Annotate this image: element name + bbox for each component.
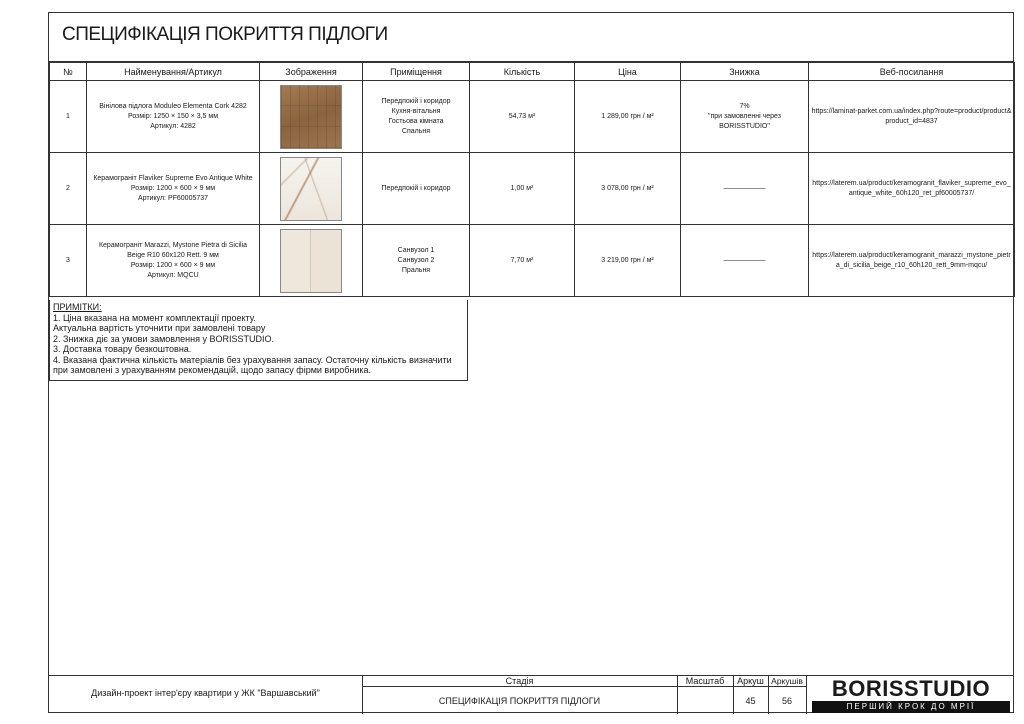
table-row (50, 81, 1015, 153)
discount-cell (681, 81, 809, 153)
discount-cell (681, 153, 809, 225)
room-cell (363, 153, 470, 225)
quantity-cell: 54,73 м² (470, 81, 575, 153)
col-header-price: Ціна (575, 63, 681, 81)
sheet-title: СПЕЦИФІКАЦІЯ ПОКРИТТЯ ПІДЛОГИ (438, 696, 601, 706)
project-name: Дизайн-проект інтер'єру квартири у ЖК "Варшавський" (91, 688, 320, 698)
product-name: Вінілова підлога Moduleo Elementa Cork 4282 (99, 102, 247, 110)
room-item: Санвузол 2 (397, 256, 435, 264)
room-item: Санвузол 1 (397, 246, 435, 254)
col-header-image: Зображення (260, 63, 363, 81)
room-item: Пральня (401, 266, 431, 274)
stamp-rule (362, 686, 806, 687)
col-header-num: № (50, 63, 87, 81)
notes-heading: ПРИМІТКИ: (53, 302, 102, 312)
product-article: Артикул: MQCU (147, 271, 199, 279)
logo-slogan: ПЕРШИЙ КРОК ДО МРІЇ (812, 701, 1010, 713)
room-item: Передпокій і коридор (381, 184, 451, 192)
discount-line: 7% (739, 102, 750, 110)
row-number: 1 (50, 81, 87, 153)
table-header-row (50, 63, 1015, 81)
note-line: 4. Вказана фактична кількість матеріалів без урахування запасу. Остаточну кількість визначити (53, 354, 452, 365)
product-name-cell (87, 225, 260, 297)
product-link[interactable]: https://laminat-parket.com.ua/index.php?route=product/product&product_id=4837 (809, 81, 1015, 153)
product-link[interactable]: https://laterem.ua/product/keramogranit_marazzi_mystone_pietra_di_sicilia_beige_r10_60h120_rett_9mm-mqcu/ (809, 225, 1015, 297)
table-row (50, 153, 1015, 225)
room-item: Кухня-вітальня (391, 107, 441, 115)
spec-table (49, 62, 1015, 297)
room-cell (363, 81, 470, 153)
room-item: Спальня (401, 127, 431, 135)
price-cell: 1 289,00 грн / м² (575, 81, 681, 153)
page-title: СПЕЦИФІКАЦІЯ ПОКРИТТЯ ПІДЛОГИ (62, 24, 388, 45)
note-line: 1. Ціна вказана на момент комплектації проекту. (53, 312, 256, 323)
product-image-cell (260, 81, 363, 153)
note-line: 3. Доставка товару безкоштовна. (53, 344, 192, 354)
scale-label: Масштаб (685, 676, 725, 686)
sheet-number: 45 (745, 696, 756, 706)
discount-line: "при замовленні через (708, 112, 781, 120)
product-image-cell (260, 225, 363, 297)
row-number: 2 (50, 153, 87, 225)
col-header-url: Веб-посилання (809, 63, 1015, 81)
price-cell: 3 078,00 грн / м² (575, 153, 681, 225)
col-header-discount: Знижка (681, 63, 809, 81)
product-name-cell (87, 153, 260, 225)
sheets-label: Аркушів (771, 676, 803, 686)
col-header-room: Приміщення (363, 63, 470, 81)
stamp-divider (806, 676, 807, 714)
room-item: Передпокій і коридор (381, 97, 451, 105)
note-line: 2. Знижка діє за умови замовлення у BORISSTUDIO. (53, 333, 274, 344)
note-line: при замовлені з урахуванням рекомендацій, щодо запасу фірми виробника. (53, 365, 372, 375)
sheets-count: 56 (781, 696, 792, 706)
room-item: Гостьова кімната (388, 117, 444, 125)
discount-cell (681, 225, 809, 297)
product-link[interactable]: https://laterem.ua/product/keramogranit_flaviker_supreme_evo_antique_white_60h120_ret_pf60005737/ (809, 153, 1015, 225)
note-line: Актуальна вартість уточнити при замовлені товару (53, 323, 266, 333)
marble-tile-image (280, 157, 342, 221)
quantity-cell: 1,00 м² (470, 153, 575, 225)
product-name-cell (87, 81, 260, 153)
col-header-name: Найменування/Артикул (87, 63, 260, 81)
brand-logo (808, 677, 1014, 713)
row-number: 3 (50, 225, 87, 297)
product-size: Розмір: 1200 × 600 × 9 мм (130, 184, 216, 192)
sheet-label: Аркуш (737, 676, 764, 686)
table-row (50, 225, 1015, 297)
notes-block (49, 300, 468, 381)
stage-label: Стадія (505, 676, 534, 686)
product-article: Артикул: 4282 (150, 122, 196, 130)
wood-floor-image (280, 85, 342, 149)
product-name: Керамограніт Marazzi, Mystone Pietra di Sicilia (98, 241, 248, 249)
product-article: Артикул: PF60005737 (137, 194, 209, 202)
product-image-cell (260, 153, 363, 225)
discount-line: —————— (723, 256, 766, 264)
title-block (49, 675, 1014, 714)
product-name-cont: Beige R10 60x120 Rett. 9 мм (127, 251, 219, 259)
product-size: Розмір: 1200 × 600 × 9 мм (130, 261, 216, 269)
quantity-cell: 7,70 м² (470, 225, 575, 297)
logo-wordmark: BORISSTUDIO (831, 676, 991, 701)
room-cell (363, 225, 470, 297)
product-size: Розмір: 1250 × 150 × 3,5 мм (127, 112, 219, 120)
discount-line: BORISSTUDIO" (719, 122, 770, 130)
col-header-qty: Кількість (470, 63, 575, 81)
beige-stone-image (280, 229, 342, 293)
price-cell: 3 219,00 грн / м² (575, 225, 681, 297)
discount-line: —————— (723, 184, 766, 192)
product-name: Керамограніт Flaviker Supreme Evo Antique White (93, 174, 253, 182)
